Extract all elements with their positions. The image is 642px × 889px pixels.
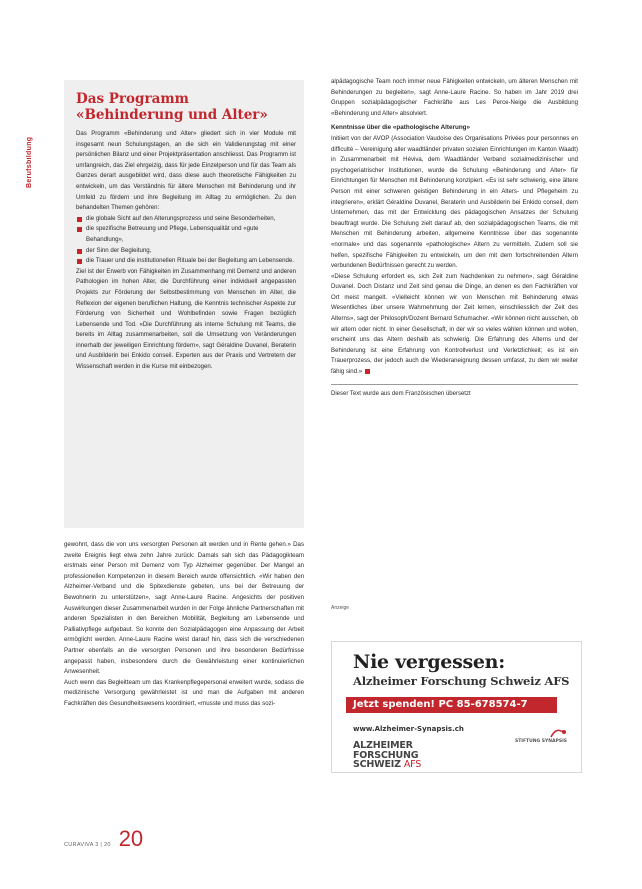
afs-logo: ALZHEIMER FORSCHUNG SCHWEIZ AFS xyxy=(353,740,422,770)
donate-banner[interactable]: Jetzt spenden! PC 85-678574-7 xyxy=(346,697,557,713)
advertisement[interactable] xyxy=(331,641,582,773)
end-square-icon xyxy=(365,369,370,374)
box-intro: Das Programm «Behinderung und Alter» gliedert sich in vier Module mit insgesamt neun Schulungstagen, an die sich ein Validierungstag mit einer persönlichen Bilanz und einer Projektpräsentation anschliesst. Das Programm ist umfangreich, das Ziel ehrgeizig, dass für jede Einzelperson und für das Team als Ganzes derart ausgebildet wird, dass diese auch theoretische Fähigkeiten zu entwickeln, um das Verständnis für ältere Menschen mit Behinderung und ihr Umfeld zu fördern und ihre Begleitung im Alltag zu ermöglichen. Zu den behandelten Themen gehören: xyxy=(76,130,296,212)
translation-note: Dieser Text wurde aus dem Französischen übersetzt xyxy=(331,390,471,397)
ad-headline: Nie vergessen: xyxy=(353,651,505,673)
right-paragraph-3: «Diese Schulung erfordert es, sich Zeit zum Nachdenken zu nehmen», sagt Géraldine Duvanel. Doch Distanz und Zeit sind genau die Dinge, an denen es den Fachkräften vor Ort meist mangelt. «Vielleicht können wir von Menschen mit Behinderung etwas Wesentliches über unsere Wahrnehmung der Zeit lernen, einschliesslich der Zeit des Alterns», sagt der Philosoph/Dozent Bernard Schumacher. «Wir können nicht ausschen, ob wir altern oder nicht. In einer Gesellschaft, in der wir so vieles wählen können und wollen, erscheint uns das Altern deshalb als schwierig. Die Erfahrung des Alterns und der Behinderung ist eine Erfahrung von Kontrollverlust und Verletzlichkeit; es ist ein Trauerprozess, der jedoch auch die Wiederaneignung dessen umfasst, zu dem wir weiter fähig sind.» xyxy=(331,272,578,376)
ad-label: Anzeige xyxy=(331,605,350,611)
section-label: Berufsbildung xyxy=(26,136,33,188)
divider xyxy=(331,384,578,385)
page-footer xyxy=(64,826,143,852)
box-title: Das Programm «Behinderung und Alter» xyxy=(76,91,268,123)
left-column xyxy=(64,540,304,710)
info-box xyxy=(64,80,304,528)
right-paragraph-1: alpädagogische Team noch immer neue Fähigkeiten entwickeln, um älteren Menschen mit Behinderungen zu begleiten», sagt Anne-Laure Racine. So haben im Jahr 2019 drei Gruppen sozialpädagogischer Fachkräfte aus Les Perce-Neige die Ausbildung «Behinderung und Alter» absolviert. xyxy=(331,78,578,117)
footer-label: CURAVIVA 3 | 20 xyxy=(64,842,111,848)
box-outro: Ziel ist der Erwerb von Fähigkeiten im Zusammenhang mit Demenz und anderen Pathologien im hohen Alter, die Durchführung einer individuell angepassten Projekts zur Förderung der Selbstbestimmung von Menschen im Alter, die Reflexion der eigenen beruflichen Haltung, die Kenntnis technischer Aspekte zur Förderung von Sicherheit und Wohlbefinden sowie Fragen bezüglich Lebensende und Tod. «Die Durchführung als interne Schulung mit Teams, die bereits im Alltag zusammenarbeiten, soll die Umsetzung von Veränderungen innerhalb der jeweiligen Einrichtung fördern», sagt Géraldine Duvanel, Beraterin und Ausbilderin bei Enkido conseil. Experten aus der Praxis und Vertretern der Wissenschaft werden in die Kurse mit einbezogen. xyxy=(76,267,296,371)
right-paragraph-2: Initiiert von der AVOP (Association Vaudoise des Organisations Privées pour personnes en difficulté – Vereinigung aller waadtländer privaten sozialen Einrichtungen im Kanton Waadt) in Zusammenarbeit mit Héviva, dem Waadtländer Verband sozialmedizinischer und psychogeriatrischer Institutionen, wurde die Schulung «Behinderung und Alter» für Einrichtungen für Menschen mit Behinderung konzipiert. «Es ist sehr schwierig, eine ältere Person mit einer schweren geistigen Behinderung in ein Alters- und Pflegeheim zu integrieren», erklärt Géraldine Duvanel, Beraterin und Ausbilderin bei Enkido conseil, dem Unternehmen, das mit der Entwicklung des pädagogischen Ansatzes der Schulung beauftragt wurde. Die Schulung zielt darauf ab, den sozialpädagogischen Teams, die mit Menschen mit Behinderung arbeiten, allgemeine Kenntnisse über das sogenannte «normale» und das sogenannte «pathologische» Altern zu vermitteln. Zudem soll sie helfen, spezifische Fähigkeiten zu entwickeln, um den mit dem fortschreitenden Altern verbundenen Bedürfnissen gerecht zu werden. xyxy=(331,134,578,270)
page-number: 20 xyxy=(118,826,144,851)
topic-list xyxy=(76,214,296,267)
ad-subheadline: Alzheimer Forschung Schweiz AFS xyxy=(353,674,570,688)
section-subhead: Kenntnisse über die «pathologische Alterung» xyxy=(331,124,471,132)
ad-brand-label: STIFTUNG SYNAPSIS xyxy=(514,739,567,744)
list-item: die spezifische Betreuung und Pflege, Lebensqualität und «gute Behandlung», xyxy=(76,224,296,245)
list-item: der Sinn der Begleitung, xyxy=(76,246,296,257)
bullet-square-icon xyxy=(77,217,82,222)
right-column xyxy=(331,77,578,399)
list-item: die globale Sicht auf den Alterungsprozess und seine Besonderheiten, xyxy=(76,214,296,225)
left-paragraph: gewohnt, dass die von uns versorgten Personen alt werden und in Rente gehen.» Das zweite Ereignis liegt etwa zehn Jahre zurück: Damals sah sich das Pädagogikteam erstmals einer Person mit Demenz vom Typ Alzheimer gegenüber. Der Mangel an professionellen Kompetenzen in diesem Bereich wurde offensichtlich. «Wir haben den Alzheimer-Verband und die Spitexdienste gebeten, uns bei der Betreuung der Bewohnerin zu unterstützen», sagt Anne-Laure Racine. Angesichts der positiven Auswirkungen dieser Zusammenarbeit wurden in der Folge ähnliche Partnerschaften mit anderen Spezialisten in den Bereichen Mobilität, Begleitung am Lebensende und Palliativpflege aufgebaut. So konnte den Sozialpädagogen eine Anpassung der Arbeit ermöglicht werden. Anne-Laure Racine weist darauf hin, dass sich die verschiedenen Partner ebenfalls an die versorgten Personen und ihre besonderen Bedürfnisse angepasst haben, insbesondere durch die Gewährleistung einer kontinuierlichen Anwesenheit. xyxy=(64,541,304,676)
synapsis-logo-icon xyxy=(549,727,567,739)
ad-website-link[interactable]: www.Alzheimer-Synapsis.ch xyxy=(353,725,464,733)
left-paragraph-2: Auch wenn das Begleitteam um das Krankenpflegepersonal erweitert wurde, sodass die medizinische Versorgung gewährleistet ist und man die Aufgaben mit anderen Fachkräften des Gesundheitswesens koordiniert, «musste und muss das sozi- xyxy=(64,678,304,707)
bullet-square-icon xyxy=(77,227,82,232)
bullet-square-icon xyxy=(77,259,82,264)
list-item: die Trauer und die institutionellen Rituale bei der Begleitung am Lebensende. xyxy=(76,256,296,267)
bullet-square-icon xyxy=(77,249,82,254)
